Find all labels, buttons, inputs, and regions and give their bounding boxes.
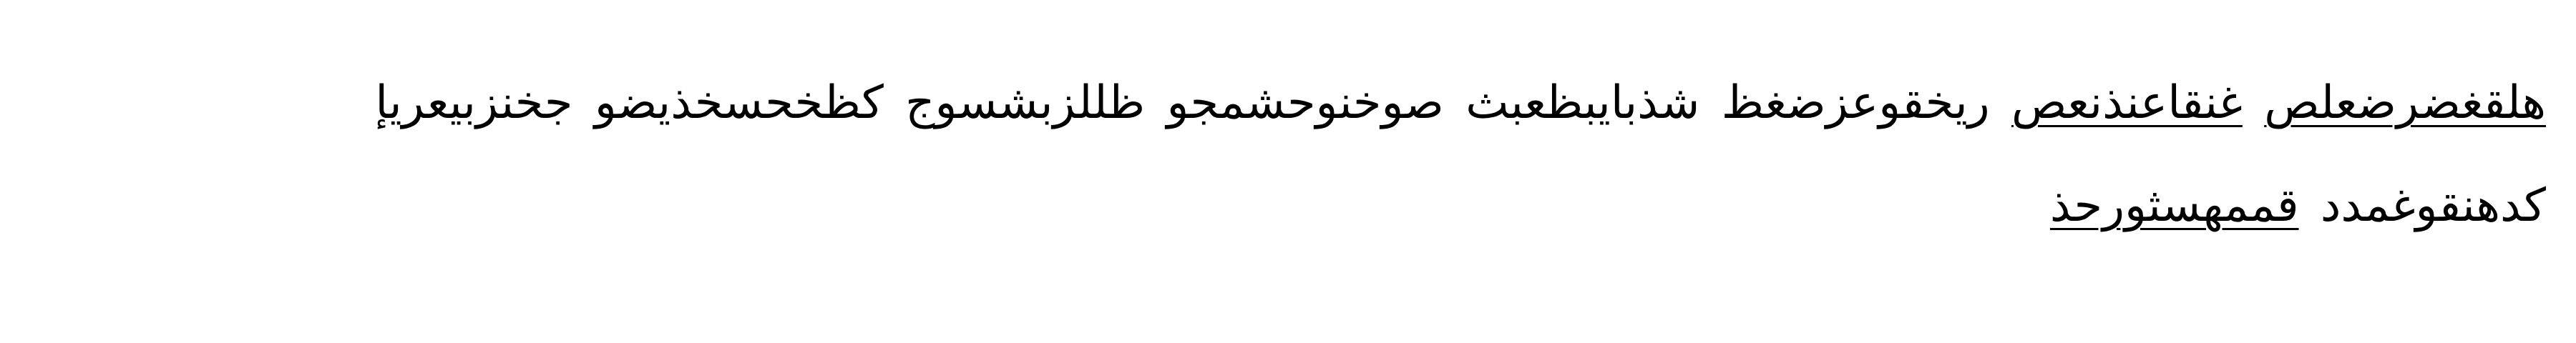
word-10: قممهسثورحذ <box>2049 179 2299 232</box>
word-4: شذبايبظعبث <box>1465 76 1700 129</box>
word-9: كدهنقوغمدد <box>2320 179 2546 232</box>
rtl-text-paragraph <box>236 51 2546 257</box>
word-5: صوخنوحشمجو <box>1166 76 1444 129</box>
word-8: جخنزبيعريإ <box>375 76 573 129</box>
word-7: كظخحسخذيضو <box>594 76 884 129</box>
word-1: هلقغضرضعلص <box>2264 76 2546 129</box>
word-6: ظللزبشسوج <box>905 76 1146 129</box>
word-3: ريخقوعزضغظ <box>1721 76 1990 129</box>
word-2: غنقاعنذنعص <box>2011 76 2243 129</box>
